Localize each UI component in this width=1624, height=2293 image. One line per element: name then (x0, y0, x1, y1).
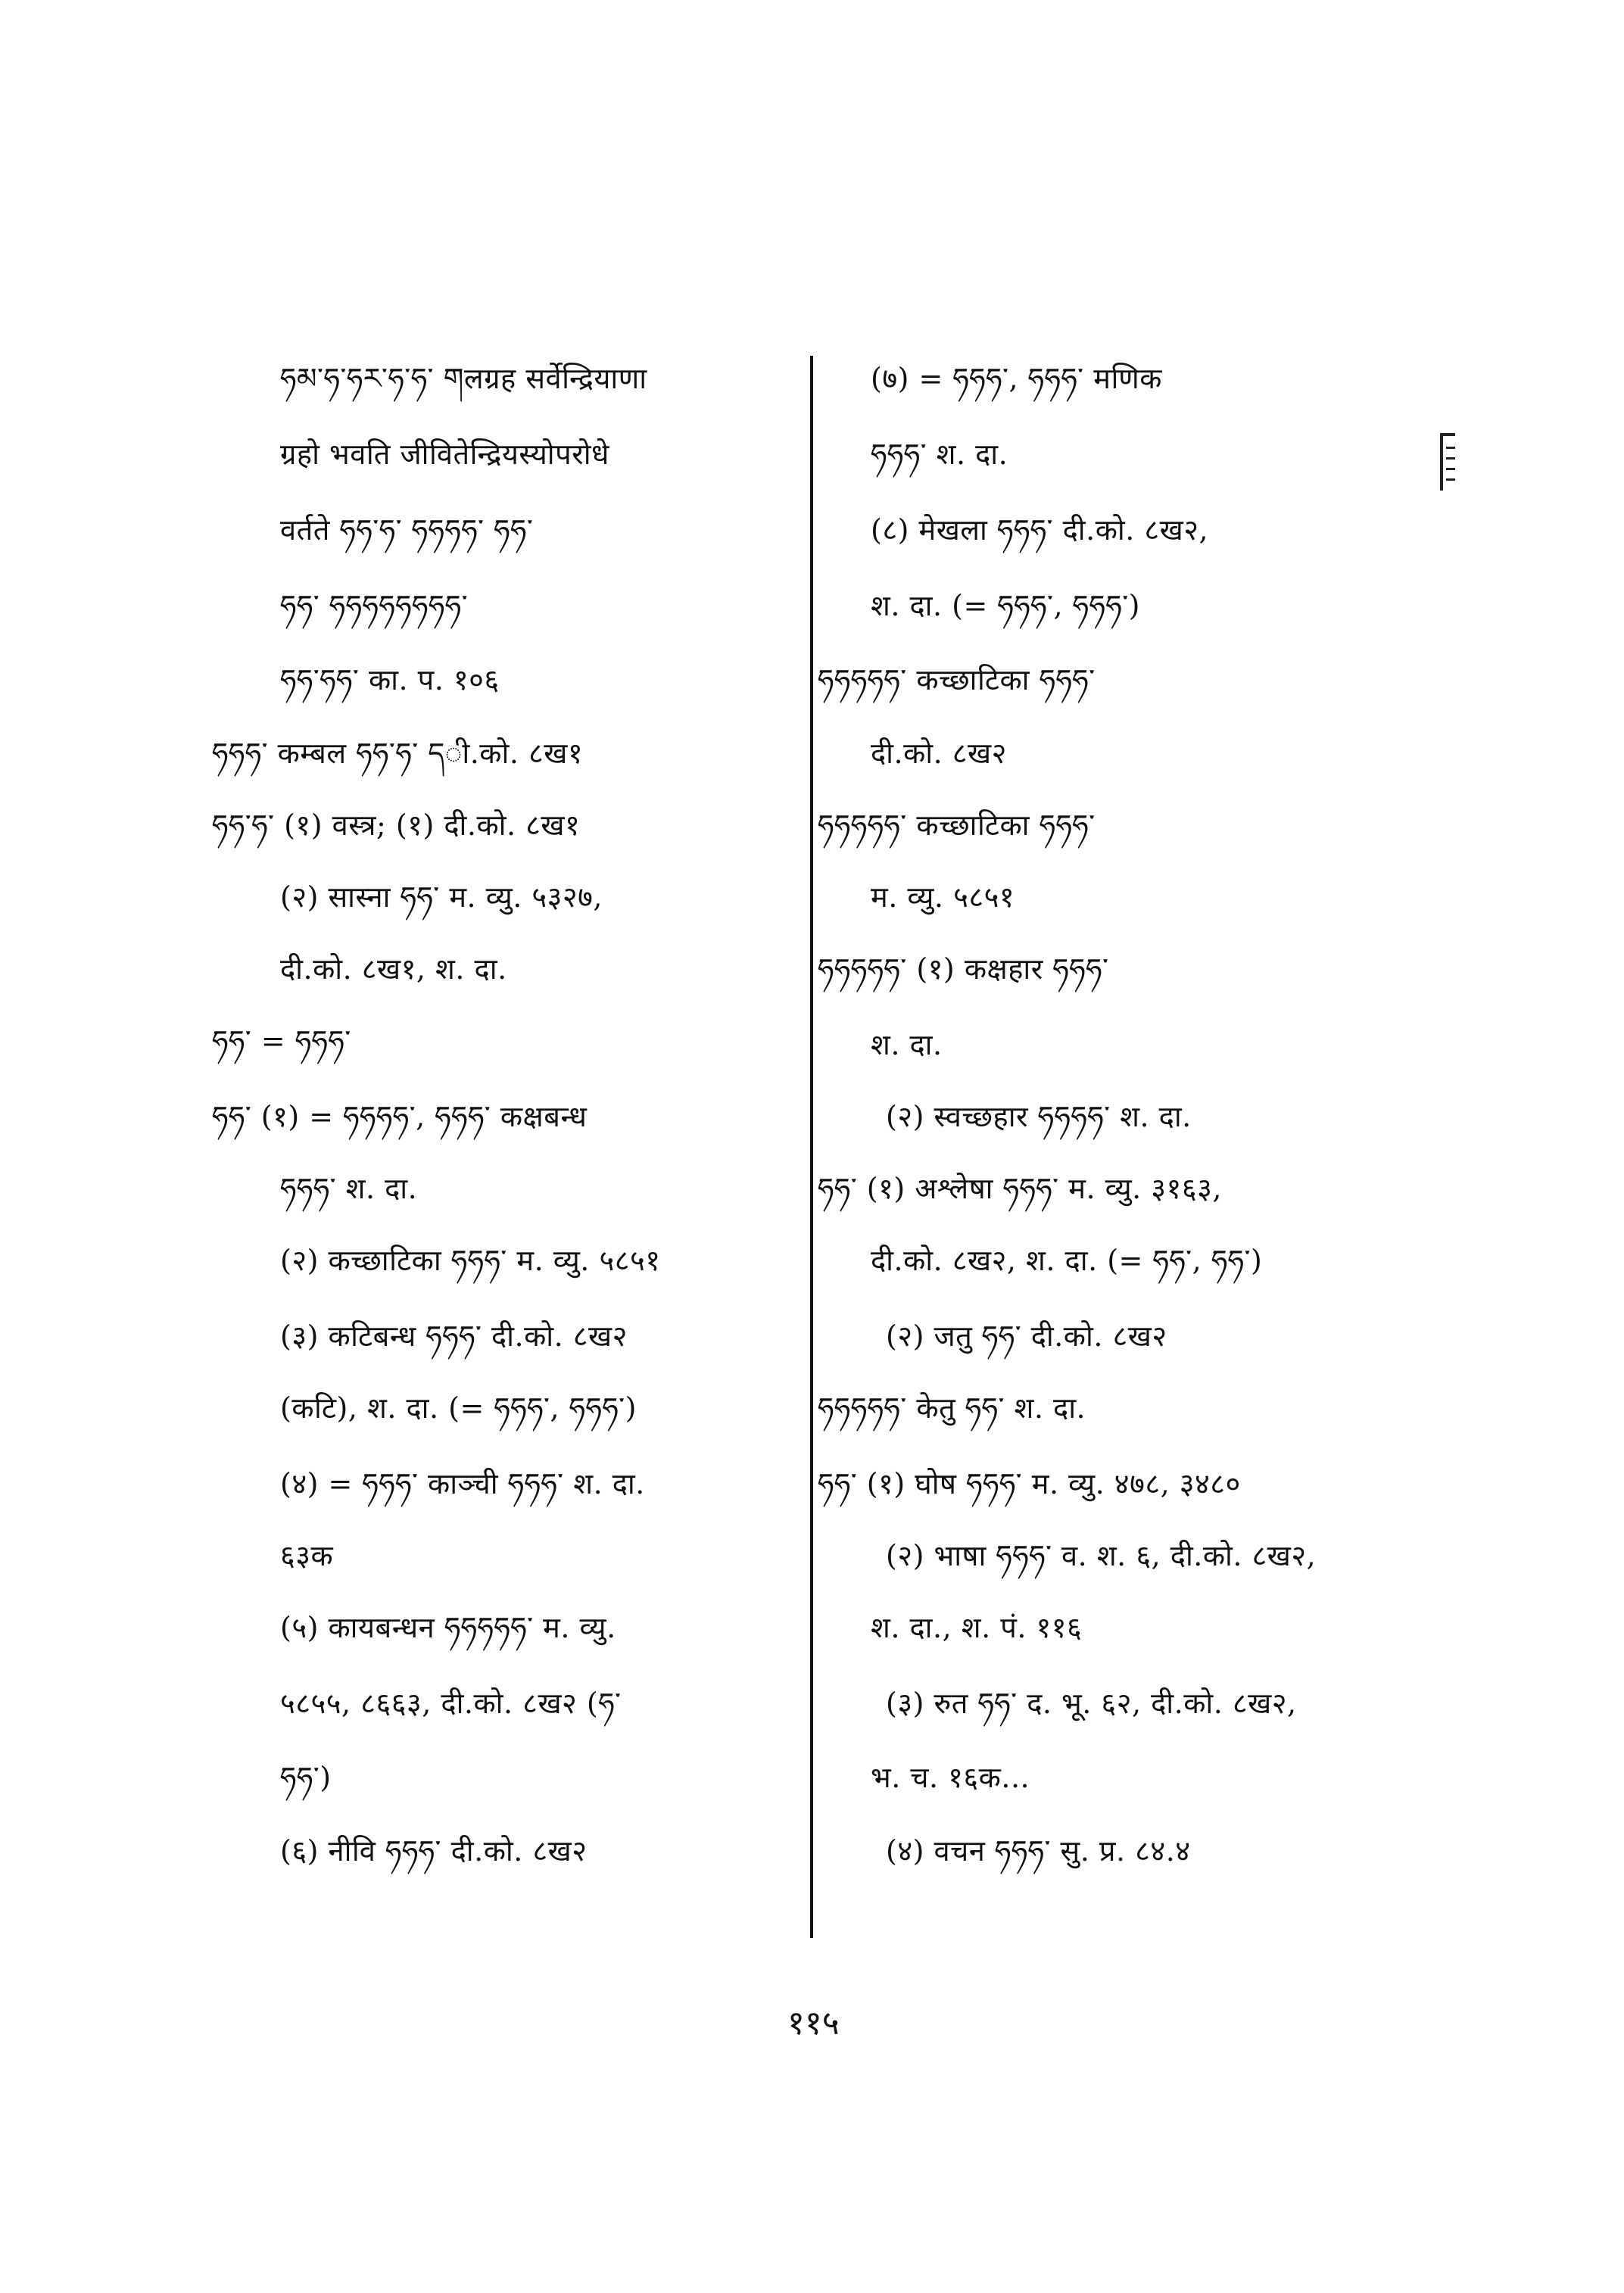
left-line: (६) नीवि ཧཧཧ་ दी.को. ८ख२ (280, 1834, 588, 1868)
right-line: (३) रुत ཧཧ་ द. भू. ६२, दी.को. ८ख२, (886, 1687, 1297, 1720)
left-line: वर्तते ཧཧ་ཧ་ ཧཧཧཧ་ ཧཧ་ (280, 513, 534, 547)
right-line: (७) = ཧཧཧ་, ཧཧཧ་ मणिक (871, 362, 1162, 395)
right-line: म. व्यु. ५८५१ (871, 880, 1015, 914)
right-line: भ. च. १६क... (871, 1761, 1030, 1794)
left-line: ५८५५, ८६६३, दी.को. ८ख२ (ཧ་ (280, 1687, 622, 1720)
left-line: ཧཧ་ = ཧཧཧ་ (212, 1024, 351, 1058)
left-line: ཧཧ་) (280, 1761, 332, 1794)
left-line: ཧཧ་ཧ་ (१) वस्त्र; (१) दी.को. ८ख१ (212, 808, 581, 842)
right-line: (२) स्वच्छहार ཧཧཧཧ་ श. दा. (886, 1100, 1192, 1133)
left-line: ཧམ་ཧ་ཧར་ཧ་ཧ་ གलग्रह सर्वेन्द्रियाणा (280, 362, 647, 395)
left-line: ཧཧ་ ཧཧཧཧཧཧཧཧ་ (280, 589, 469, 622)
right-line: ཧཧཧཧཧ་ (१) कक्षहार ཧཧཧ་ (818, 952, 1109, 986)
right-line: (२) भाषा ཧཧཧ་ व. श. ६, दी.को. ८ख२, (886, 1539, 1317, 1572)
column-divider (810, 356, 813, 1938)
left-line: (५) कायबन्धन ཧཧཧཧཧ་ म. व्यु. (280, 1611, 616, 1644)
page-number: ११५ (787, 2004, 840, 2042)
right-line: ཧཧཧཧཧ་ कच्छाटिका ཧཧཧ་ (818, 808, 1096, 842)
right-line: ཧཧཧཧཧ་ केतु ཧཧ་ श. दा. (818, 1391, 1086, 1425)
right-line: ཧཧ་ (१) अश्लेषा ཧཧཧ་ म. व्यु. ३१६३, (818, 1172, 1222, 1205)
left-line: (२) कच्छाटिका ཧཧཧ་ म. व्यु. ५८५१ (280, 1244, 661, 1277)
left-line: ཧཧཧ་ कम्बल ཧཧ་ཧ་ དी.को. ८ख१ (212, 737, 584, 770)
right-line: (२) जतु ཧཧ་ दी.को. ८ख२ (886, 1319, 1167, 1353)
right-line: श. दा. (871, 1028, 943, 1061)
right-line: ཧཧ་ (१) घोष ཧཧཧ་ म. व्यु. ४७८, ३४८० (818, 1467, 1241, 1500)
left-line: ग्रहो भवति जीवितेन्द्रियस्योपरोधे (280, 438, 609, 471)
right-line: दी.को. ८ख२, श. दा. (= ཧཧ་, ཧཧ་) (871, 1244, 1263, 1277)
left-line: ६३क (280, 1539, 334, 1572)
right-line: ཧཧཧཧཧ་ कच्छाटिका ཧཧཧ་ (818, 663, 1096, 696)
left-line: (कटि), श. दा. (= ཧཧཧ་, ཧཧཧ་) (280, 1391, 637, 1425)
right-line: (८) मेखला ཧཧཧ་ दी.को. ८ख२, (871, 513, 1209, 547)
left-line: (३) कटिबन्ध ཧཧཧ་ दी.को. ८ख२ (280, 1319, 628, 1353)
left-line: ཧཧཧ་ श. दा. (280, 1172, 418, 1205)
left-line: ཧཧ་ཧཧ་ का. प. १०६ (280, 663, 500, 696)
left-line: ཧཧ་ (१) = ཧཧཧཧ་, ཧཧཧ་ कक्षबन्ध (212, 1100, 588, 1133)
left-line: (४) = ཧཧཧ་ काञ्ची ཧཧཧ་ श. दा. (280, 1467, 645, 1500)
right-line: श. दा., श. पं. ११६ (871, 1611, 1083, 1644)
margin-mark-icon (1439, 431, 1457, 492)
left-line: (२) सास्ना ཧཧ་ म. व्यु. ५३२७, (280, 880, 603, 914)
right-line: दी.को. ८ख२ (871, 737, 1007, 770)
left-line: दी.को. ८ख१, श. दा. (280, 952, 507, 986)
right-line: (४) वचन ཧཧཧ་ सु. प्र. ८४.४ (886, 1834, 1191, 1868)
right-line: ཧཧཧ་ श. दा. (871, 438, 1008, 471)
right-line: श. दा. (= ཧཧཧ་, ཧཧཧ་) (871, 589, 1141, 622)
